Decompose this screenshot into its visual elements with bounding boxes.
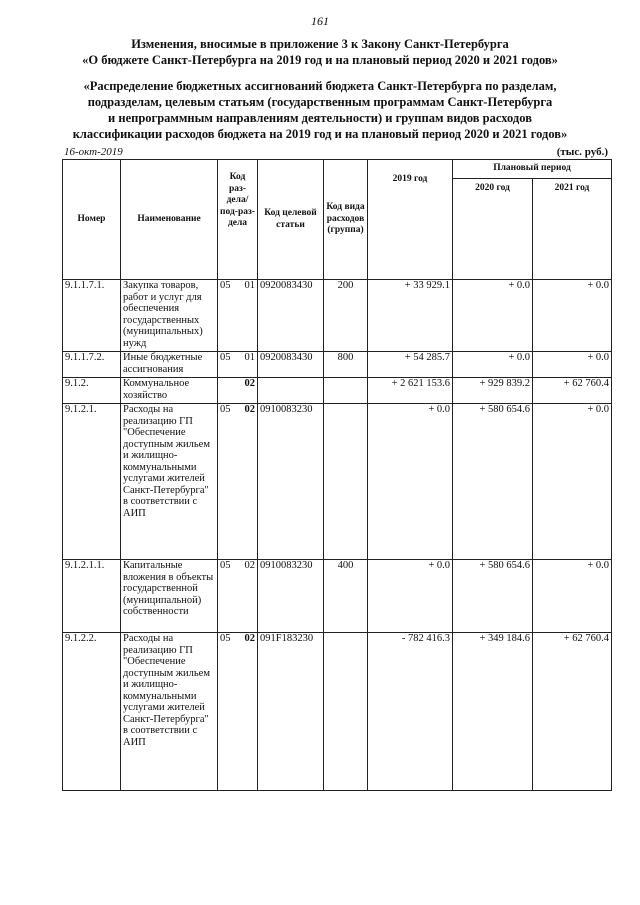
row-number: 9.1.2. bbox=[63, 378, 121, 404]
row-target: 0910083230 bbox=[258, 560, 324, 633]
document-title bbox=[0, 36, 640, 68]
row-target: 091F183230 bbox=[258, 633, 324, 791]
row-name: Расходы на реализацию ГП "Обеспечение доступным жильем и жилищно-коммунальными услугами жителей Санкт-Петербурга" в соответствии с АИП bbox=[121, 633, 218, 791]
row-value-2020: + 580 654.6 bbox=[453, 404, 533, 560]
appendix-title bbox=[0, 78, 640, 142]
row-value-2020: + 929 839.2 bbox=[453, 378, 533, 404]
row-subsection: 02 bbox=[244, 633, 255, 644]
subtitle-line-1: «Распределение бюджетных ассигнований бюджета Санкт-Петербурга по разделам, bbox=[83, 79, 557, 93]
row-number: 9.1.2.1. bbox=[63, 404, 121, 560]
row-value-2020: + 0.0 bbox=[453, 352, 533, 378]
row-group bbox=[324, 633, 368, 791]
row-section: 05 bbox=[220, 404, 231, 415]
subtitle-line-2: подразделам, целевым статьям (государственным программам Санкт-Петербурга bbox=[87, 95, 553, 109]
row-target: 0920083430 bbox=[258, 280, 324, 352]
row-value-2020: + 580 654.6 bbox=[453, 560, 533, 633]
row-value-2021: + 0.0 bbox=[533, 280, 612, 352]
col-2020-header: 2020 год bbox=[453, 179, 533, 280]
row-value-2021: + 62 760.4 bbox=[533, 378, 612, 404]
row-value-2019: + 2 621 153.6 bbox=[368, 378, 453, 404]
row-section: 05 bbox=[220, 352, 231, 363]
row-section: 05 bbox=[220, 633, 231, 644]
col-target-header: Код целевой статьи bbox=[258, 160, 324, 280]
row-group: 800 bbox=[324, 352, 368, 378]
col-2019-header: 2019 год bbox=[368, 160, 453, 280]
row-subsection: 02 bbox=[244, 404, 255, 415]
row-number: 9.1.2.2. bbox=[63, 633, 121, 791]
row-value-2019: + 0.0 bbox=[368, 404, 453, 560]
row-name: Иные бюджетные ассигнования bbox=[121, 352, 218, 378]
table-row bbox=[63, 560, 612, 633]
row-name: Закупка товаров, работ и услуг для обеспечения государственных (муниципальных) нужд bbox=[121, 280, 218, 352]
row-section: 05 bbox=[220, 280, 231, 291]
document-date: 16-окт-2019 bbox=[64, 146, 123, 158]
row-value-2019: - 782 416.3 bbox=[368, 633, 453, 791]
row-value-2021: + 62 760.4 bbox=[533, 633, 612, 791]
row-value-2021: + 0.0 bbox=[533, 404, 612, 560]
table-row bbox=[63, 633, 612, 791]
title-line-2: «О бюджете Санкт-Петербурга на 2019 год и на плановый период 2020 и 2021 годов» bbox=[82, 53, 558, 67]
row-name: Расходы на реализацию ГП "Обеспечение доступным жильем и жилищно-коммунальными услугами жителей Санкт-Петербурга" в соответствии с АИП bbox=[121, 404, 218, 560]
row-number: 9.1.1.7.1. bbox=[63, 280, 121, 352]
col-number-header: Номер bbox=[63, 160, 121, 280]
col-plan-header: Плановый период bbox=[453, 160, 612, 179]
row-value-2021: + 0.0 bbox=[533, 560, 612, 633]
units-label: (тыс. руб.) bbox=[556, 146, 608, 158]
title-line-1: Изменения, вносимые в приложение 3 к Закону Санкт-Петербурга bbox=[131, 37, 509, 51]
col-name-header: Наименование bbox=[121, 160, 218, 280]
row-value-2019: + 0.0 bbox=[368, 560, 453, 633]
row-number: 9.1.2.1.1. bbox=[63, 560, 121, 633]
row-value-2020: + 349 184.6 bbox=[453, 633, 533, 791]
row-value-2020: + 0.0 bbox=[453, 280, 533, 352]
col-2021-header: 2021 год bbox=[533, 179, 612, 280]
row-subsection: 01 bbox=[244, 280, 255, 291]
row-value-2019: + 54 285.7 bbox=[368, 352, 453, 378]
page-number: 161 bbox=[311, 14, 329, 28]
row-section: 05 bbox=[220, 560, 231, 571]
row-target: 0920083430 bbox=[258, 352, 324, 378]
row-subsection: 02 bbox=[244, 378, 255, 389]
col-group-header: Код вида расходов (группа) bbox=[324, 160, 368, 280]
row-value-2019: + 33 929.1 bbox=[368, 280, 453, 352]
row-target: 0910083230 bbox=[258, 404, 324, 560]
table-row bbox=[63, 404, 612, 560]
row-value-2021: + 0.0 bbox=[533, 352, 612, 378]
row-group bbox=[324, 378, 368, 404]
budget-table bbox=[62, 159, 612, 791]
table-row bbox=[63, 280, 612, 352]
row-name: Коммунальное хозяйство bbox=[121, 378, 218, 404]
row-subsection: 02 bbox=[244, 560, 255, 571]
col-section-header: Код раз-дела/ под-раз-дела bbox=[218, 160, 258, 280]
row-target bbox=[258, 378, 324, 404]
row-number: 9.1.1.7.2. bbox=[63, 352, 121, 378]
row-name: Капитальные вложения в объекты государственной (муниципальной) собственности bbox=[121, 560, 218, 633]
row-group: 400 bbox=[324, 560, 368, 633]
row-subsection: 01 bbox=[244, 352, 255, 363]
row-group: 200 bbox=[324, 280, 368, 352]
row-group bbox=[324, 404, 368, 560]
table-row bbox=[63, 352, 612, 378]
subtitle-line-3: и непрограммным направлениям деятельности) и группам видов расходов bbox=[108, 111, 532, 125]
subtitle-line-4: классификации расходов бюджета на 2019 год и на плановый период 2020 и 2021 годов» bbox=[72, 127, 568, 141]
table-row bbox=[63, 378, 612, 404]
